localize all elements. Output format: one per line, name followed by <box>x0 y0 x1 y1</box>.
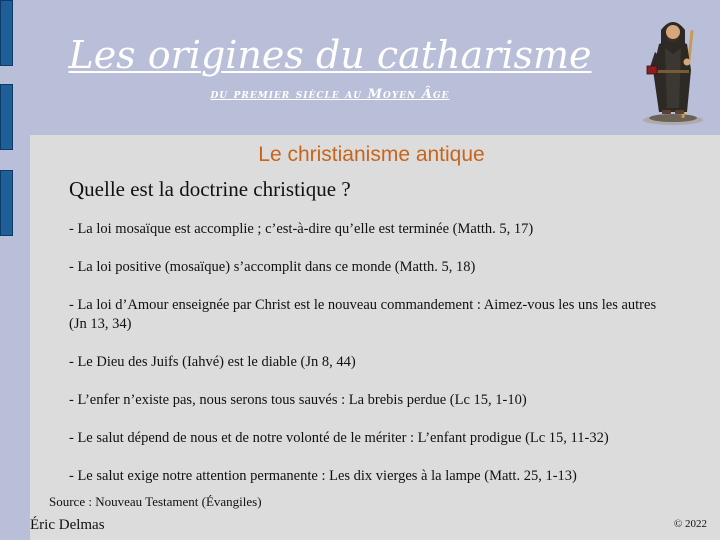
doctrine-item: - La loi d’Amour enseignée par Christ est le nouveau commandement : Aimez-vous les uns les autres (Jn 13, 34) <box>69 297 657 332</box>
slide-subtitle: du premier siècle au Moyen Âge <box>210 87 450 102</box>
side-tab-1 <box>0 0 13 66</box>
doctrine-item: - Le Dieu des Juifs (Iahvé) est le diable (Jn 8, 44) <box>69 354 356 370</box>
source-note: Source : Nouveau Testament (Évangiles) <box>49 494 262 509</box>
doctrine-item: - Le salut dépend de nous et de notre volonté de le mériter : L’enfant prodigue (Lc 15, 11-32) <box>69 430 609 446</box>
doctrine-item: - La loi positive (mosaïque) s’accomplit dans ce monde (Matth. 5, 18) <box>69 259 476 275</box>
section-title: Le christianisme antique <box>258 143 485 166</box>
side-tab-3 <box>0 170 13 236</box>
copyright-notice: © 2022 <box>673 518 707 530</box>
doctrine-item: - L’enfer n’existe pas, nous serons tous sauvés : La brebis perdue (Lc 15, 1-10) <box>69 392 527 408</box>
slide-content <box>30 135 720 540</box>
doctrine-list <box>69 220 669 505</box>
doctrine-question: Quelle est la doctrine christique ? <box>69 177 351 201</box>
slide-main-title: Les origines du catharisme <box>68 33 592 77</box>
doctrine-item: - Le salut exige notre attention permanente : Les dix vierges à la lampe (Matt. 25, 1-13) <box>69 468 577 484</box>
side-tab-2 <box>0 84 13 150</box>
doctrine-item: - La loi mosaïque est accomplie ; c’est-à-dire qu’elle est terminée (Matth. 5, 17) <box>69 221 534 237</box>
slide-header <box>30 0 720 135</box>
author-name: Éric Delmas <box>30 517 105 533</box>
monk-figurine-icon <box>635 8 715 126</box>
